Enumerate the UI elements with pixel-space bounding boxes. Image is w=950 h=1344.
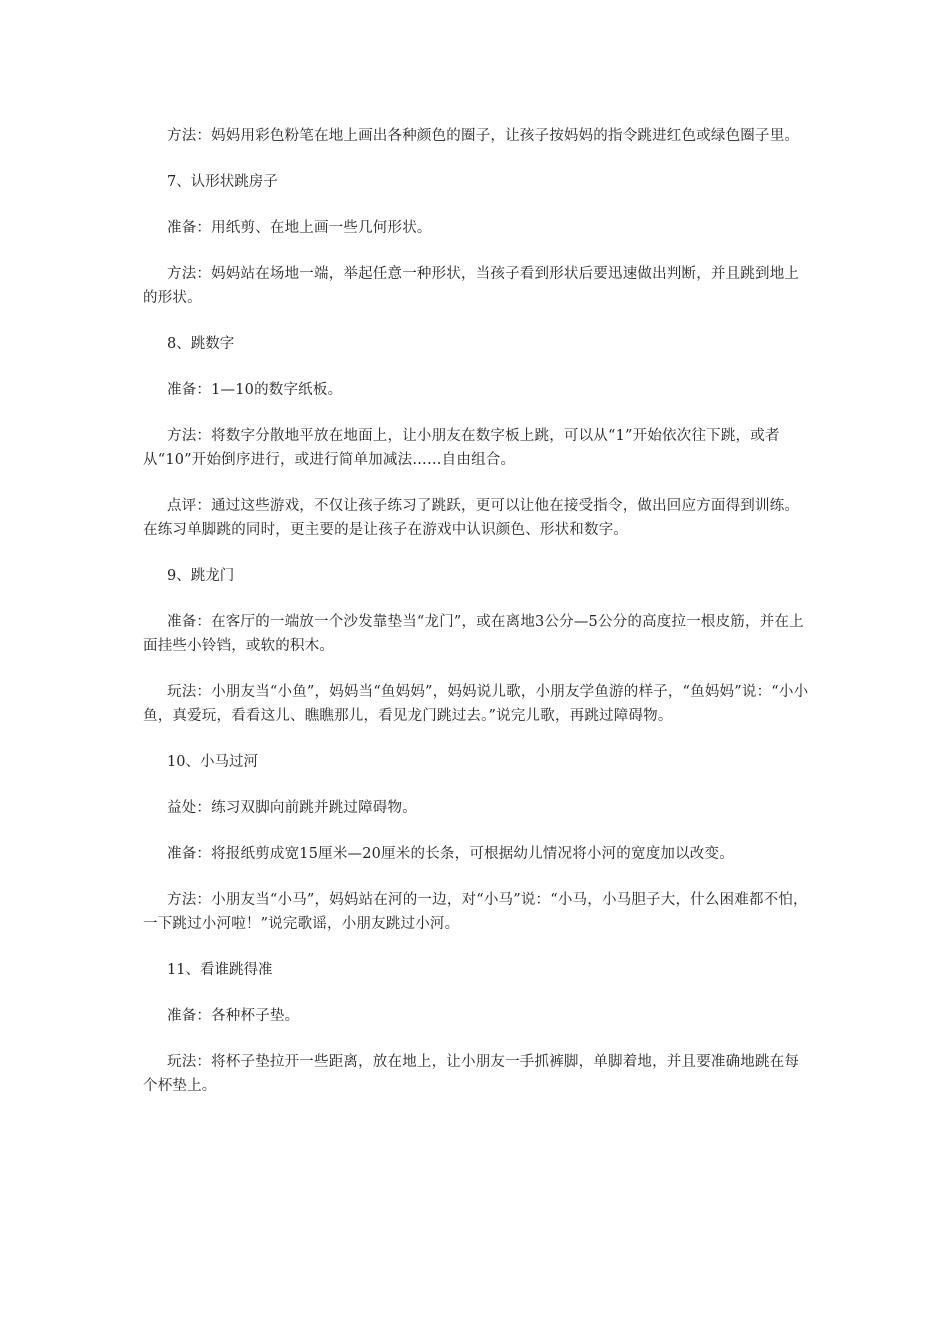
paragraph: 准备：各种杯子垫。 <box>167 1008 300 1024</box>
paragraph: 方法：妈妈用彩色粉笔在地上画出各种颜色的圈子，让孩子按妈妈的指令跳进红色或绿色圈子里。 <box>167 128 800 144</box>
paragraph: 准备：在客厅的一端放一个沙发靠垫当“龙门”，或在离地3公分—5公分的高度拉一根皮筋，并在上面挂些小铃铛，或软的积木。 <box>143 614 804 654</box>
paragraph: 方法：妈妈站在场地一端，举起任意一种形状，当孩子看到形状后要迅速做出判断，并且跳到地上的形状。 <box>143 266 800 306</box>
section-heading: 8、跳数字 <box>167 336 235 352</box>
section-heading: 11、看谁跳得准 <box>167 962 273 978</box>
section-heading: 9、跳龙门 <box>167 568 235 584</box>
section-heading: 10、小马过河 <box>167 754 258 770</box>
paragraph: 玩法：小朋友当“小鱼”，妈妈当“鱼妈妈”，妈妈说儿歌，小朋友学鱼游的样子，“鱼妈妈”说：“小小鱼，真爱玩，看看这儿、瞧瞧那儿，看见龙门跳过去。”说完儿歌，再跳过障碍物。 <box>143 684 809 724</box>
document-page <box>143 124 811 1120</box>
paragraph: 点评：通过这些游戏，不仅让孩子练习了跳跃，更可以让他在接受指令，做出回应方面得到训练。在练习单脚跳的同时，更主要的是让孩子在游戏中认识颜色、形状和数字。 <box>143 498 800 538</box>
paragraph: 玩法：将杯子垫拉开一些距离，放在地上，让小朋友一手抓裤脚，单脚着地，并且要准确地跳在每个杯垫上。 <box>143 1054 800 1094</box>
paragraph: 方法：将数字分散地平放在地面上，让小朋友在数字板上跳，可以从“1”开始依次往下跳，或者从“10”开始倒序进行，或进行简单加减法……自由组合。 <box>143 428 780 468</box>
paragraph: 方法：小朋友当“小马”，妈妈站在河的一边，对“小马”说：“小马，小马胆子大，什么困难都不怕，一下跳过小河啦！”说完歌谣，小朋友跳过小河。 <box>143 892 808 932</box>
section-heading: 7、认形状跳房子 <box>167 174 278 190</box>
paragraph: 准备：将报纸剪成宽15厘米—20厘米的长条，可根据幼儿情况将小河的宽度加以改变。 <box>167 846 734 862</box>
paragraph: 准备：1—10的数字纸板。 <box>167 382 343 398</box>
paragraph: 准备：用纸剪、在地上画一些几何形状。 <box>167 220 432 236</box>
paragraph: 益处：练习双脚向前跳并跳过障碍物。 <box>167 800 417 816</box>
